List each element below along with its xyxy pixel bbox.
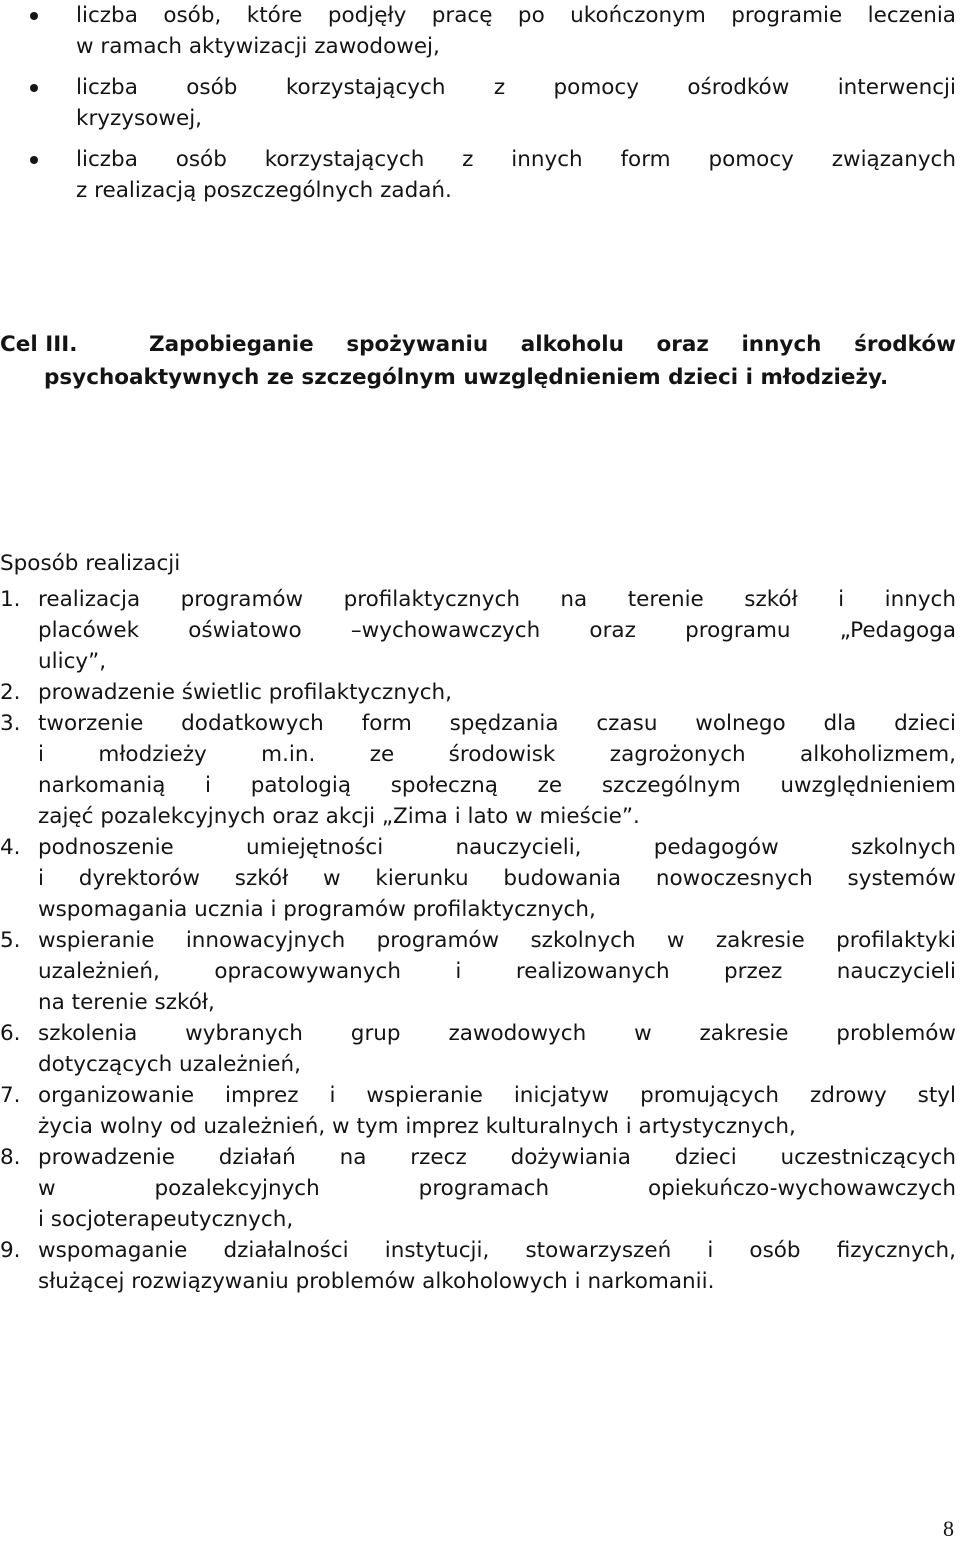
item-number: 8. <box>0 1145 21 1170</box>
item-line: życia wolny od uzależnień, w tym imprez kulturalnych i artystycznych, <box>38 1114 796 1139</box>
item-line: i dyrektorów szkół w kierunku budowania nowoczesnych systemów <box>38 866 956 891</box>
item-line: placówek oświatowo –wychowawczych oraz programu „Pedagoga <box>38 618 956 643</box>
item-line: wspomagania ucznia i programów profilaktycznych, <box>38 897 596 922</box>
item-line: ulicy”, <box>38 649 107 674</box>
item-line: realizacja programów profilaktycznych na terenie szkół i innych <box>38 587 956 612</box>
bullet-item <box>0 0 956 62</box>
item-line: i młodzieży m.in. ze środowisk zagrożonych alkoholizmem, <box>38 742 956 767</box>
bullet-line: liczba osób, które podjęły pracę po ukończonym programie leczenia <box>76 3 956 28</box>
page-number: 8 <box>943 1516 954 1541</box>
item-number: 6. <box>0 1021 21 1046</box>
bullet-item <box>0 72 956 134</box>
item-line: wspomaganie działalności instytucji, stowarzyszeń i osób fizycznych, <box>38 1238 956 1263</box>
bullet-line: kryzysowej, <box>76 106 202 131</box>
section-title: Zapobieganie spożywaniu alkoholu oraz innych środków psychoaktywnych ze szczególnym uwzględnieniem dzieci i młodzieży. <box>44 332 956 390</box>
item-line: w pozalekcyjnych programach opiekuńczo-wychowawczych <box>38 1176 956 1201</box>
list-item <box>0 708 956 832</box>
bullet-dot-icon <box>30 84 38 92</box>
bullet-item <box>0 144 956 206</box>
bullet-line: z realizacją poszczególnych zadań. <box>76 178 452 203</box>
item-line: szkolenia wybranych grup zawodowych w zakresie problemów <box>38 1021 956 1046</box>
bullet-dot-icon <box>30 12 38 20</box>
item-line: podnoszenie umiejętności nauczycieli, pedagogów szkolnych <box>38 835 956 860</box>
list-item <box>0 584 956 677</box>
item-number: 9. <box>0 1238 21 1263</box>
subheading: Sposób realizacji <box>0 551 181 576</box>
item-line: uzależnień, opracowywanych i realizowanych przez nauczycieli <box>38 959 956 984</box>
list-item <box>0 1235 956 1297</box>
item-number: 7. <box>0 1083 21 1108</box>
item-number: 5. <box>0 928 21 953</box>
list-item <box>0 1018 956 1080</box>
item-line: prowadzenie działań na rzecz dożywiania dzieci uczestniczących <box>38 1145 956 1170</box>
item-line: wspieranie innowacyjnych programów szkolnych w zakresie profilaktyki <box>38 928 956 953</box>
numbered-list <box>0 584 960 1297</box>
item-line: zajęć pozalekcyjnych oraz akcji „Zima i lato w mieście”. <box>38 804 640 829</box>
bullet-line: w ramach aktywizacji zawodowej, <box>76 34 440 59</box>
item-number: 4. <box>0 835 21 860</box>
list-item <box>0 677 956 708</box>
item-line: prowadzenie świetlic profilaktycznych, <box>38 680 452 705</box>
item-line: i socjoterapeutycznych, <box>38 1207 294 1232</box>
item-number: 3. <box>0 711 21 736</box>
item-line: organizowanie imprez i wspieranie inicjatyw promujących zdrowy styl <box>38 1083 956 1108</box>
item-number: 2. <box>0 680 21 705</box>
list-item <box>0 1080 956 1142</box>
bullet-line: liczba osób korzystających z pomocy ośrodków interwencji <box>76 75 956 100</box>
item-line: tworzenie dodatkowych form spędzania czasu wolnego dla dzieci <box>38 711 956 736</box>
list-item <box>0 1142 956 1235</box>
item-line: służącej rozwiązywaniu problemów alkoholowych i narkomanii. <box>38 1269 715 1294</box>
bullet-line: liczba osób korzystających z innych form pomocy związanych <box>76 147 956 172</box>
section-label: Cel III. <box>0 332 78 357</box>
item-line: na terenie szkół, <box>38 990 215 1015</box>
item-number: 1. <box>0 587 21 612</box>
bullet-dot-icon <box>30 156 38 164</box>
item-line: dotyczących uzależnień, <box>38 1052 301 1077</box>
list-item <box>0 832 956 925</box>
list-item <box>0 925 956 1018</box>
item-line: narkomanią i patologią społeczną ze szczególnym uwzględnieniem <box>38 773 956 798</box>
indicator-bullet-list <box>0 0 960 216</box>
